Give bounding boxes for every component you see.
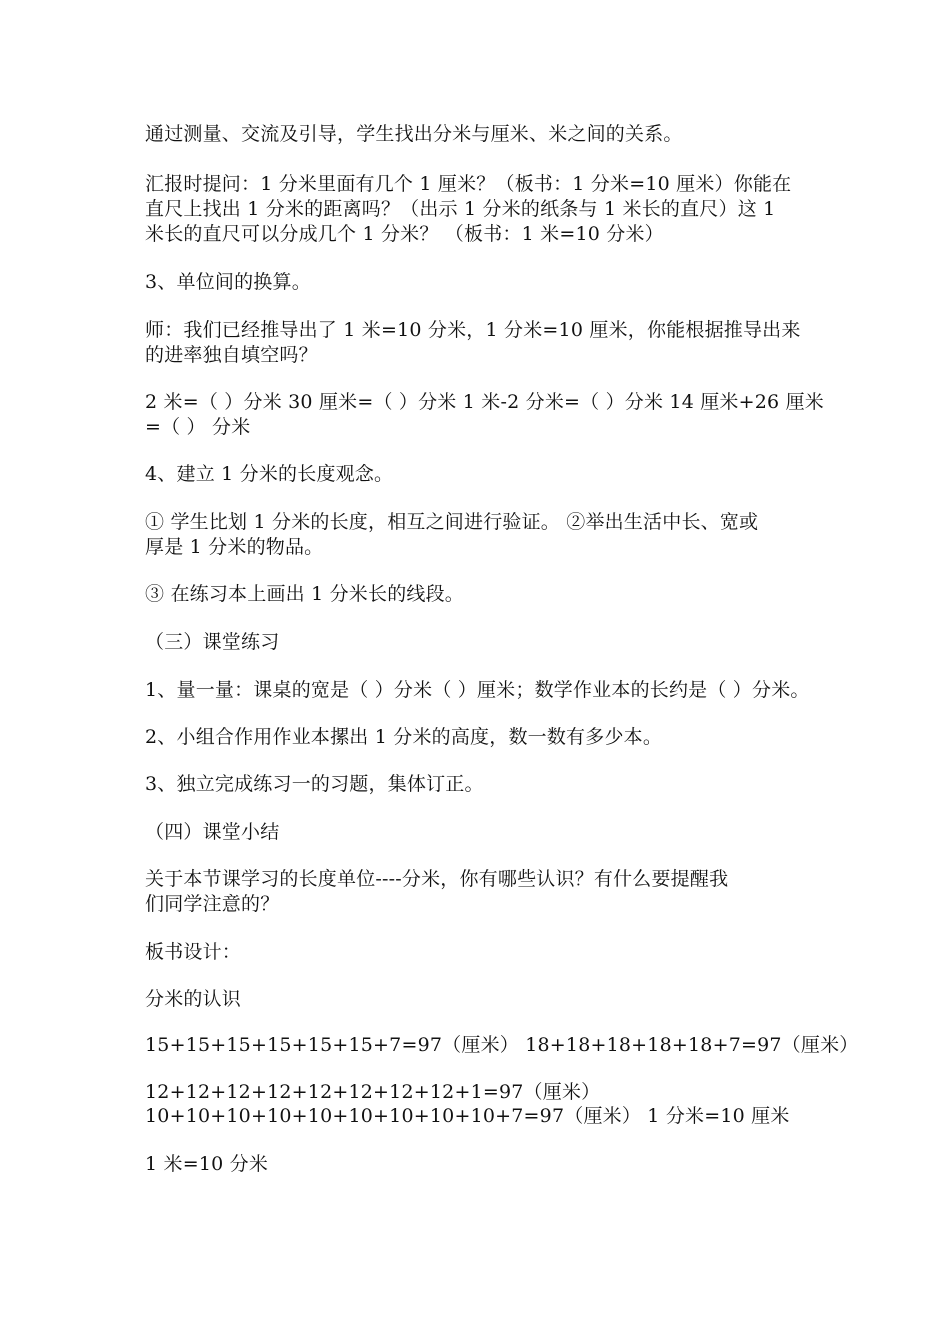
section-heading: （三）课堂练习: [145, 631, 280, 653]
text-line: 2 米=（ ）分米 30 厘米=（ ）分米 1 米-2 分米=（ ）分米 14 厘米+26 厘米: [145, 391, 824, 413]
text-line: ③ 在练习本上画出 1 分米长的线段。: [145, 583, 465, 605]
text-line: 3、单位间的换算。: [145, 271, 311, 293]
text-line: 10+10+10+10+10+10+10+10+10+7=97（厘米） 1 分米=10 厘米: [145, 1105, 790, 1127]
text-line: 关于本节课学习的长度单位----分米，你有哪些认识？有什么要提醒我: [145, 868, 729, 890]
section-heading: （四）课堂小结: [145, 821, 280, 843]
text-line: 3、独立完成练习一的习题，集体订正。: [145, 773, 484, 795]
text-line: 的进率独自填空吗？: [145, 344, 318, 366]
text-line: ① 学生比划 1 分米的长度，相互之间进行验证。 ②举出生活中长、宽或: [145, 511, 759, 533]
text-line: =（ ） 分米: [145, 416, 251, 438]
text-line: 直尺上找出 1 分米的距离吗？（出示 1 分米的纸条与 1 米长的直尺）这 1: [145, 198, 776, 220]
text-line: 米长的直尺可以分成几个 1 分米？ （板书：1 米=10 分米）: [145, 223, 664, 245]
text-line: 通过测量、交流及引导，学生找出分米与厘米、米之间的关系。: [145, 123, 683, 145]
text-line: 12+12+12+12+12+12+12+12+1=97（厘米）: [145, 1081, 601, 1103]
text-line: 1、量一量：课桌的宽是（ ）分米（ ）厘米；数学作业本的长约是（ ）分米。: [145, 679, 810, 701]
text-line: 4、建立 1 分米的长度观念。: [145, 463, 394, 485]
text-line: 汇报时提问：1 分米里面有几个 1 厘米？（板书：1 分米=10 厘米）你能在: [145, 173, 792, 195]
text-line: 们同学注意的？: [145, 893, 280, 915]
text-line: 15+15+15+15+15+15+7=97（厘米） 18+18+18+18+18+7=97（厘米）: [145, 1034, 859, 1056]
text-line: 师：我们已经推导出了 1 米=10 分米，1 分米=10 厘米，你能根据推导出来: [145, 319, 801, 341]
text-line: 厚是 1 分米的物品。: [145, 536, 324, 558]
text-line: 板书设计：: [145, 941, 242, 963]
text-line: 1 米=10 分米: [145, 1153, 269, 1175]
text-line: 分米的认识: [145, 988, 242, 1010]
text-line: 2、小组合作用作业本摞出 1 分米的高度，数一数有多少本。: [145, 726, 663, 748]
